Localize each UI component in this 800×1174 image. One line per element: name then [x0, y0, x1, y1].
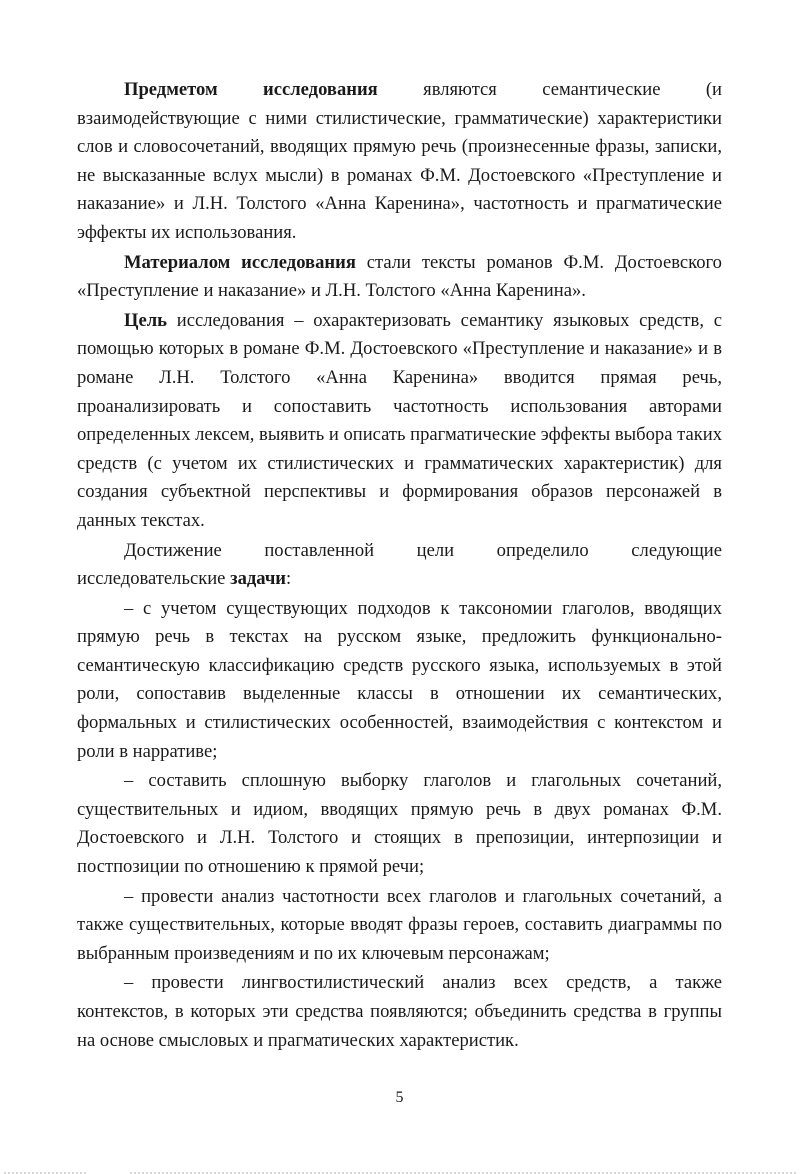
paragraph-tasks-intro [77, 537, 722, 595]
document-page [77, 76, 722, 1174]
page-number: 5 [395, 1089, 404, 1107]
paragraph-goal [77, 307, 722, 537]
task-item: – провести анализ частотности всех глаголов и глагольных сочетаний, а также существительных, которые вводят фразы героев, составить диаграммы по выбранным произведениям и по их ключевым персонажам; [77, 885, 722, 964]
paragraph-material [77, 249, 722, 307]
paragraph-text: стали тексты романов Ф.М. Достоевского «Преступление и наказание» и Л.Н. Толстого «Анна Каренина». [77, 251, 722, 302]
paragraph-text: исследования – охарактеризовать семантику языковых средств, с помощью которых в романе Ф.М. Достоевского «Преступление и наказание» и в романе Л.Н. Толстого «Анна Каренина» вводится прямая речь, проанализировать и сопоставить частотность использования авторами определенных лексем, выявить и описать прагматические эффекты выбора таких средств (с учетом их стилистических и грамматических характеристик) для создания субъектной перспективы и формирования образов персонажей в данных текстах. [77, 309, 722, 531]
paragraph-subject [77, 76, 722, 249]
task-item: – провести лингвостилистический анализ всех средств, а также контекстов, в которых эти средства появляются; объединить средства в группы на основе смысловых и прагматических характеристик. [77, 972, 722, 1051]
bold-inline: задачи [230, 568, 287, 590]
task-item: – с учетом существующих подходов к таксономии глаголов, вводящих прямую речь в текстах на русском языке, предложить функционально-семантическую классификацию средств русского языка, используемых в этой роли, сопоставив выделенные классы в отношении их семантических, формальных и стилистических особенностей, взаимодействия с контекстом и роли в нарративе; [77, 597, 722, 762]
task-item: – составить сплошную выборку глаголов и глагольных сочетаний, существительных и идиом, вводящих прямую речь в двух романах Ф.М. Достоевского и Л.Н. Толстого и стоящих в препозиции, интерпозиции и постпозиции по отношению к прямой речи; [77, 770, 722, 878]
bold-lead: Материалом исследования [124, 251, 356, 273]
paragraph-text: : [286, 568, 292, 590]
paragraph-text: Достижение поставленной цели определило следующие исследовательские [77, 539, 722, 590]
bold-lead: Цель [124, 309, 167, 331]
bold-lead: Предметом исследования [124, 79, 378, 100]
paragraph-text: являются семантические (и взаимодействующие с ними стилистические, грамматические) характеристики слов и словосочетаний, вводящих прямую речь (произнесенные фразы, записки, не высказанные вслух мысли) в романах Ф.М. Достоевского «Преступление и наказание» и Л.Н. Толстого «Анна Каренина», частотность и прагматические эффекты их использования. [77, 79, 722, 243]
